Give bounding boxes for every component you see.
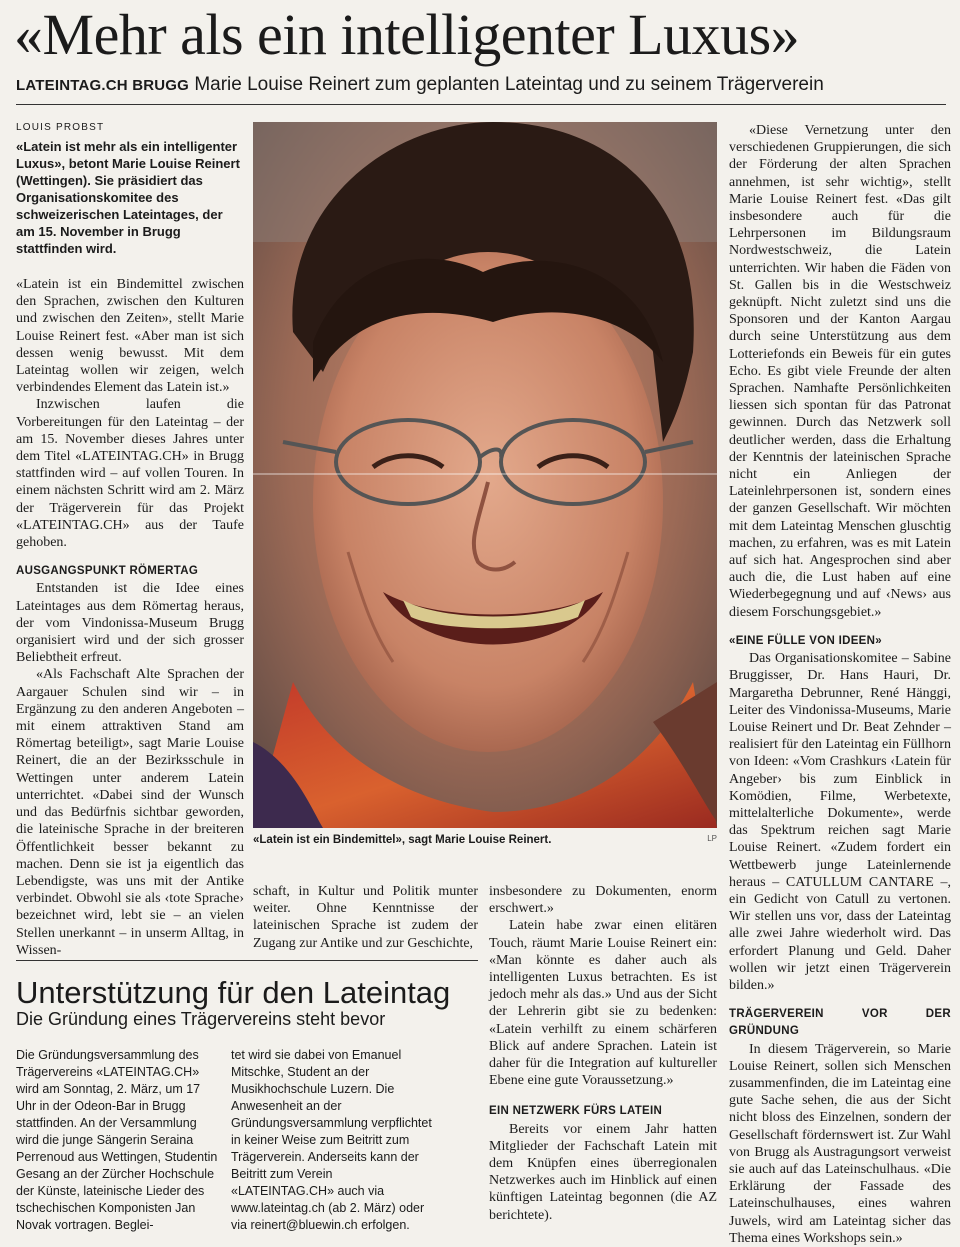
col4-subhead-2: TRÄGERVEREIN VOR DER GRÜNDUNG [729,1008,951,1038]
portrait-illustration [253,122,717,828]
portrait-photo [253,122,717,828]
column-4 [729,122,951,1247]
box2-column-a: Die Gründungsversammlung des Trägervereins «LATEINTAG.CH» wird am Sonntag, 2. März, um 17 Uhr in der Odeon-Bar in Brugg stattfinden. An der Versammlung wird die junge Sängerin Seraina Perrenoud aus Wettingen, Studentin Gesang an der Zürcher Hochschule der Künste, lateinische Lieder des tschechischen Komponisten Jan Novak vortragen. Beglei- [16,1048,218,1232]
photo-caption [253,834,717,846]
box2-subtitle: Die Gründung eines Trägervereins steht bevor [16,1009,386,1029]
col1-paragraph-1: «Latein ist ein Bindemittel zwischen den Sprachen, zwischen den Kulturen und zwischen den Zeiten», stellt Marie Louise Reinert fest. «Aber man ist sich dessen wenig bewusst. Mit dem Lateintag wollen wir zeigen, welch verbindendes Element das Latein ist.» [16,277,244,396]
col1-subhead: AUSGANGSPUNKT RÖMERTAG [16,565,199,578]
lead-paragraph: «Latein ist mehr als ein intelligenter Luxus», betont Marie Louise Reinert (Wettingen). Sie präsidiert das Organisationskomitee des schweizerischen Lateintages, der am 15. November in Brugg stattfinden wird. [16,139,240,256]
col4-subhead-1: «EINE FÜLLE VON IDEEN» [729,634,882,647]
caption-text: «Latein ist ein Bindemittel», sagt Marie Louise Reinert. [253,834,552,846]
col1-paragraph-3: Entstanden ist die Idee eines Lateintages aus dem Römertag heraus, der vom Vindonissa-Museum Brugg organisiert wird und der sich grosser Beliebtheit erfreut. [16,581,244,666]
col3-paragraph-1: insbesondere zu Dokumenten, enorm erschwert.» [489,884,717,917]
column-3 [489,883,717,1224]
dek-kicker: LATEINTAG.CH BRUGG [16,77,190,94]
col1-paragraph-2: Inzwischen laufen die Vorbereitungen für den Lateintag – der am 15. November dieses Jahres unter dem Titel «LATEINTAG.CH» in Brugg stattfinden wird – auf vollen Touren. In einem nächsten Schritt wird am 2. März der Trägerverein für das Projekt «LATEINTAG.CH» aus der Taufe gehoben. [16,397,244,551]
dek-text: Marie Louise Reinert zum geplanten Lateintag und zu seinem Trägerverein [194,74,824,95]
headline: «Mehr als ein intelligenter Luxus» [14,2,800,67]
col1-paragraph-4: «Als Fachschaft Alte Sprachen der Aargauer Schulen sind wir – in Ergänzung zu den anderen Angeboten – mit einem attraktiven Stand am Römertag beteiligt», sagt Marie Louise Reinert, die an der Bezirksschule in Wettingen unter anderem Latein unterrichtet. «Dabei sind der Wunsch und das Bedürfnis sichtbar geworden, die lateinische Sprache in der breiteren Öffentlichkeit besser bekannt zu machen. Denn sie ist ja eigentlich das Lebendigste, was uns mit der Antike verbindet. Obwohl sie als ‹tote Sprache› bezeichnet wird, lebt sie – an vielen Stellen unerkannt – in unserm Alltag, in Wissen- [16,667,244,958]
box2-rule [16,960,478,961]
header-rule [16,104,946,105]
box2-column-b: tet wird sie dabei von Emanuel Mitschke, Student an der Musikhochschule Luzern. Die Anwesenheit an der Gründungsversammlung verpflichtet in keiner Weise zum Beitritt zum Trägerverein. Anderseits kann der Beitritt zum Verein «LATEINTAG.CH» auch via www.lateintag.ch (ab 2. März) oder via reinert@bluewin.ch erfolgen. [231,1048,432,1232]
col3-paragraph-3: Bereits vor einem Jahr hatten Mitglieder der Fachschaft Latein mit dem Knüpfen eines überregionalen Netzwerkes auch im Hinblick auf einen künftigen Lateintag begonnen (die AZ berichtete). [489,1121,717,1223]
col2-paragraph-1: schaft, in Kultur und Politik munter weiter. Ohne Kenntnisse der lateinischen Sprache ist zudem der Zugang zur Antike und zur Geschichte, [253,884,478,951]
col4-paragraph-1: «Diese Vernetzung unter den verschiedenen Gruppierungen, die sich der Förderung der alten Sprachen annehmen, ist sehr wichtig», stellt Marie Louise Reinert fest. «Das gilt insbesondere auch für die Lehrpersonen im Bildungsraum Nordwestschweiz, die Latein unterrichten. Wir haben die Fäden von St. Gallen bis in die Westschweiz geknüpft. Nicht zuletzt sind uns die Sponsoren und der Kanton Aargau durch seine Unterstützung aus dem Lotteriefonds ein Beweis für ein gutes Echo. Es gibt viele Freunde der alten Sprachen. Namhafte Persönlichkeiten liessen sich spontan für das Patronat gewinnen. Durch das Netzwerk soll deutlicher werden, dass die Erhaltung der Kenntnis der lateinischen Sprache nicht ein Anliegen der Lateinlehrpersonen ist, sondern eines der ganzen Gesellschaft. Wir möchten mit dem Lateintag Menschen gluschtig machen, zu erfahren, was es mit Latein auf sich hat. Angesprochen sind aber auch die, die Lust haben auf eine Wiederbegegnung und auf ‹News› aus diesem Forschungsgebiet.» [729,123,951,620]
column-2 [253,883,478,952]
col4-paragraph-2: Das Organisationskomitee – Sabine Bruggisser, Dr. Hans Hauri, Dr. Margaretha Debrunner, René Hänggi, Leiter des Vindonissa-Museums, Marie Louise Reinert und Dr. Beat Zehnder – realisiert für den Lateintag ein Füllhorn von Ideen: «Vom Crashkurs ‹Latein für Angeber› bis zum Einblick in Komödien, Filme, Werbetexte, mittelalterliche Dokumente», werde das Spektrum reichen sagt Marie Louise Reinert. «Zudem fordert ein Wettbewerb junge Lateinlernende heraus – CATULLUM CANTARE –, ein Gedicht von Catull zu vertonen. Wir stellen uns vor, dass der Lateintag alle zwei Jahre wiederholt wird. Das erfordert Planung und Geld. Daher wollen wir jetzt einen Trägerverein bilden.» [729,651,951,993]
col3-subhead: EIN NETZWERK FÜRS LATEIN [489,1105,663,1118]
photo-credit: LP [707,834,717,843]
dek [16,72,946,99]
col4-paragraph-3: In diesem Trägerverein, so Marie Louise Reinert, sollen sich Menschen zusammenfinden, die im Lateintag eine gute Sache sehen, die aus der Sicht nicht bloss des Einzelnen, sondern der Gesellschaft fördernswert ist. Zur Wahl von Brugg als Austragungsort verweist sie auch auf das Lateinschulhaus. «Die Erklärung der Fassade des Lateinschulhauses, eines wahren Juwels, wird am Lateintag sicher das Thema eines Workshops sein.» [729,1041,951,1246]
column-1 [16,276,244,959]
col3-paragraph-2: Latein habe zwar einen elitären Touch, räumt Marie Louise Reinert ein: «Man könnte es daher auch als intelligenten Luxus betrachten. Es ist jedoch mehr als das.» Und aus der Sicht der Lehrerin gibt sie zu bedenken: «Latein verhilft zu einem schärferen Blick auf andere Sprachen. Latein ist daher für die Integration auf kultureller Ebene eine gute Voraussetzung.» [489,918,717,1089]
byline: LOUIS PROBST [16,122,105,133]
box2-title: Unterstützung für den Lateintag [16,975,451,1010]
